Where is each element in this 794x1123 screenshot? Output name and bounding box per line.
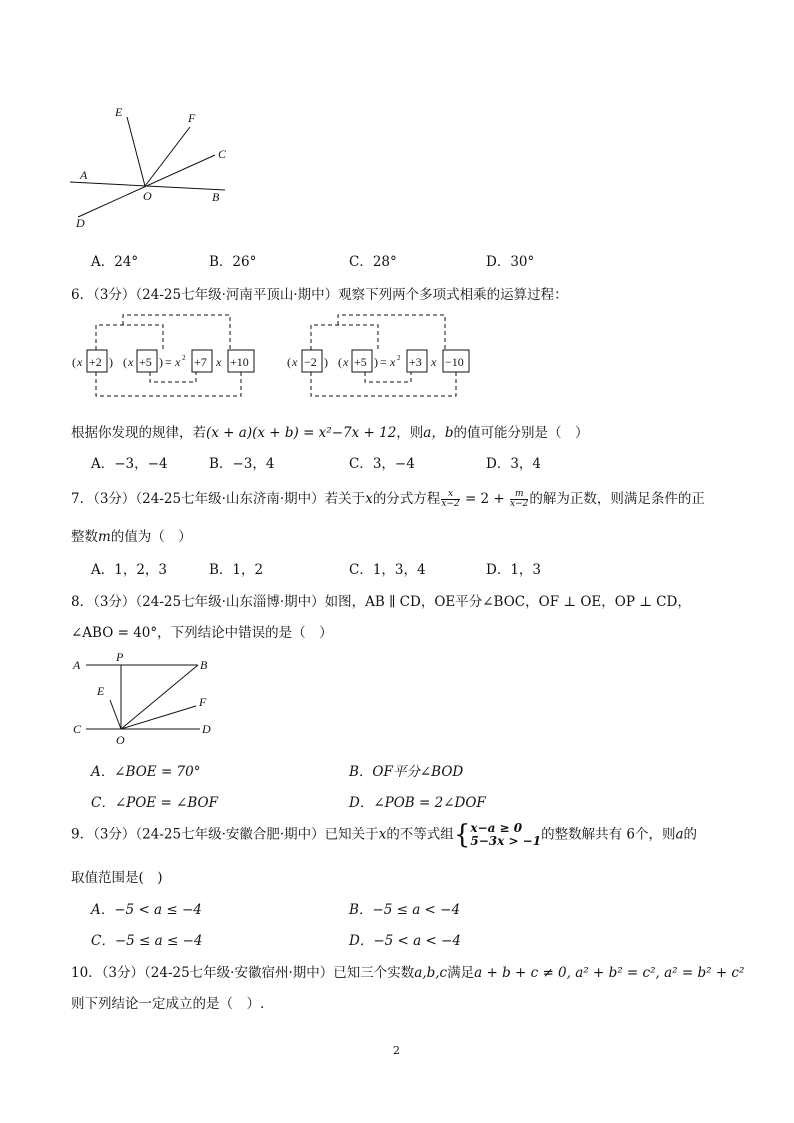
d2-coef: +3 <box>409 355 422 369</box>
q7-option-c[interactable]: C．1，3，4 <box>349 562 426 578</box>
d2-const: −10 <box>445 355 464 369</box>
svg-text:): ) <box>324 355 328 369</box>
segment-ob <box>121 665 198 729</box>
label-c: C <box>73 722 82 736</box>
q6-option-a[interactable]: A．−3，−4 <box>91 456 168 472</box>
q8-stem: 8．（3分）（24-25七年级·山东淄博·期中）如图，AB ∥ CD，OE平分∠BOC，OF ⊥ OE，OP ⊥ CD， <box>71 594 691 610</box>
q8-option-c[interactable]: C．∠POE = ∠BOF <box>91 795 218 811</box>
label-f: F <box>188 111 196 125</box>
label-d: D <box>76 216 85 230</box>
q9-option-c[interactable]: C．−5 ≤ a ≤ −4 <box>91 933 203 949</box>
q10-line2: 则下列结论一定成立的是（ ）. <box>71 996 265 1012</box>
label-c: C <box>218 147 227 161</box>
q9-line2: 取值范围是( ) <box>71 870 163 886</box>
q6-diagram-2 <box>283 310 483 405</box>
svg-text:x: x <box>128 355 134 369</box>
q6-option-d[interactable]: D．3，4 <box>486 456 542 472</box>
q5-option-d[interactable]: D．30° <box>486 254 535 270</box>
q9-option-a[interactable]: A．−5 < a ≤ −4 <box>91 902 202 918</box>
svg-text:x: x <box>292 355 298 369</box>
q7-fraction-1: $\frac{x}{x-2}$ <box>441 489 460 509</box>
svg-text:2: 2 <box>182 354 186 362</box>
q7-fraction-2: $\frac{m}{x-2}$ <box>510 489 529 509</box>
ray-oe <box>110 700 121 729</box>
q10-stem: 10．（3分）（24-25七年级·安徽宿州·期中）已知三个实数a,b,c满足a + b + c ≠ 0, a² + b² = c², a² = b² + c² <box>71 965 745 981</box>
svg-text:(: ( <box>287 355 291 369</box>
ray-oe <box>127 117 145 186</box>
q9-option-b[interactable]: B．−5 ≤ a < −4 <box>349 902 461 918</box>
q10-condition: a + b + c ≠ 0, a² + b² = c², a² = b² + c² <box>474 965 745 981</box>
q6-option-b[interactable]: B．−3，4 <box>209 456 275 472</box>
d1-term-b: +5 <box>139 355 152 369</box>
svg-text:2: 2 <box>397 354 401 362</box>
q7-option-a[interactable]: A．1，2，3 <box>91 562 168 578</box>
label-a: A <box>80 168 88 182</box>
d1-coef: +7 <box>194 355 207 369</box>
d1-term-a: +2 <box>89 355 102 369</box>
d2-term-b: +5 <box>354 355 367 369</box>
label-f: F <box>199 695 207 709</box>
label-o: O <box>116 733 125 747</box>
svg-text:x: x <box>175 355 181 369</box>
label-b: B <box>200 658 208 672</box>
q8-option-a[interactable]: A．∠BOE = 70° <box>91 764 201 780</box>
q9-inequality-system: x−a ≥ 0 5−3x > −1 <box>470 821 542 848</box>
q6-option-c[interactable]: C．3，−4 <box>349 456 415 472</box>
q7-line2: 整数m的值为（ ） <box>71 529 192 545</box>
svg-text:x: x <box>343 355 349 369</box>
svg-text:x: x <box>431 355 437 369</box>
q9-option-d[interactable]: D．−5 < a < −4 <box>349 933 461 949</box>
page-number: 2 <box>393 1044 400 1057</box>
label-e: E <box>97 684 105 698</box>
svg-text:=: = <box>165 355 172 369</box>
ray-of <box>145 127 190 186</box>
q6-expr: (x + a)(x + b) = x²−7x + 12 <box>206 425 397 441</box>
svg-text:): ) <box>374 355 378 369</box>
svg-text:x: x <box>216 355 222 369</box>
q8-line2: ∠ABO = 40°，下列结论中错误的是（ ） <box>71 625 333 641</box>
label-e: E <box>115 105 123 119</box>
label-p: P <box>116 650 124 664</box>
q5-option-c[interactable]: C．28° <box>349 254 397 270</box>
q8-option-d[interactable]: D．∠POB = 2∠DOF <box>349 795 486 811</box>
svg-text:(: ( <box>123 355 127 369</box>
q6-line2: 根据你发现的规律，若(x + a)(x + b) = x²−7x + 12，则a，b的值可能分别是（ ） <box>71 425 589 441</box>
q8-parallel-lines-figure <box>68 648 228 748</box>
svg-text:=: = <box>380 355 387 369</box>
svg-text:): ) <box>109 355 113 369</box>
svg-text:x: x <box>390 355 396 369</box>
q7-option-d[interactable]: D．1，3 <box>486 562 542 578</box>
ray-of <box>121 706 196 729</box>
label-b: B <box>212 190 220 204</box>
label-d: D <box>202 722 211 736</box>
q6-stem: 6．（3分）（24-25七年级·河南平顶山·期中）观察下列两个多项式相乘的运算过程： <box>71 287 568 303</box>
svg-text:(: ( <box>72 355 76 369</box>
q9-stem: 9．（3分）（24-25七年级·安徽合肥·期中）已知关于x的不等式组{ x−a ≥ 0 5−3x > −1 的整数解共有 6个，则a的 <box>71 820 698 850</box>
label-a: A <box>73 658 81 672</box>
q7-stem: 7．（3分）（24-25七年级·山东济南·期中）若关于x的分式方程 $\frac{x}{x-2}$ = 2 + $\frac{m}{x-2}$ 的解为正数，则满足条件的正 <box>71 489 705 509</box>
label-o: O <box>143 189 152 203</box>
q6-diagram-1 <box>68 310 268 405</box>
svg-text:x: x <box>77 355 83 369</box>
q5-angle-figure <box>60 100 240 235</box>
q8-option-b[interactable]: B．OF平分∠BOD <box>349 764 464 780</box>
q5-option-b[interactable]: B．26° <box>209 254 257 270</box>
line-dc <box>78 155 215 217</box>
d1-const: +10 <box>230 355 249 369</box>
svg-text:(: ( <box>338 355 342 369</box>
q7-option-b[interactable]: B．1，2 <box>209 562 264 578</box>
q5-option-a[interactable]: A．24° <box>91 254 139 270</box>
d2-term-a: −2 <box>304 355 317 369</box>
svg-text:): ) <box>159 355 163 369</box>
